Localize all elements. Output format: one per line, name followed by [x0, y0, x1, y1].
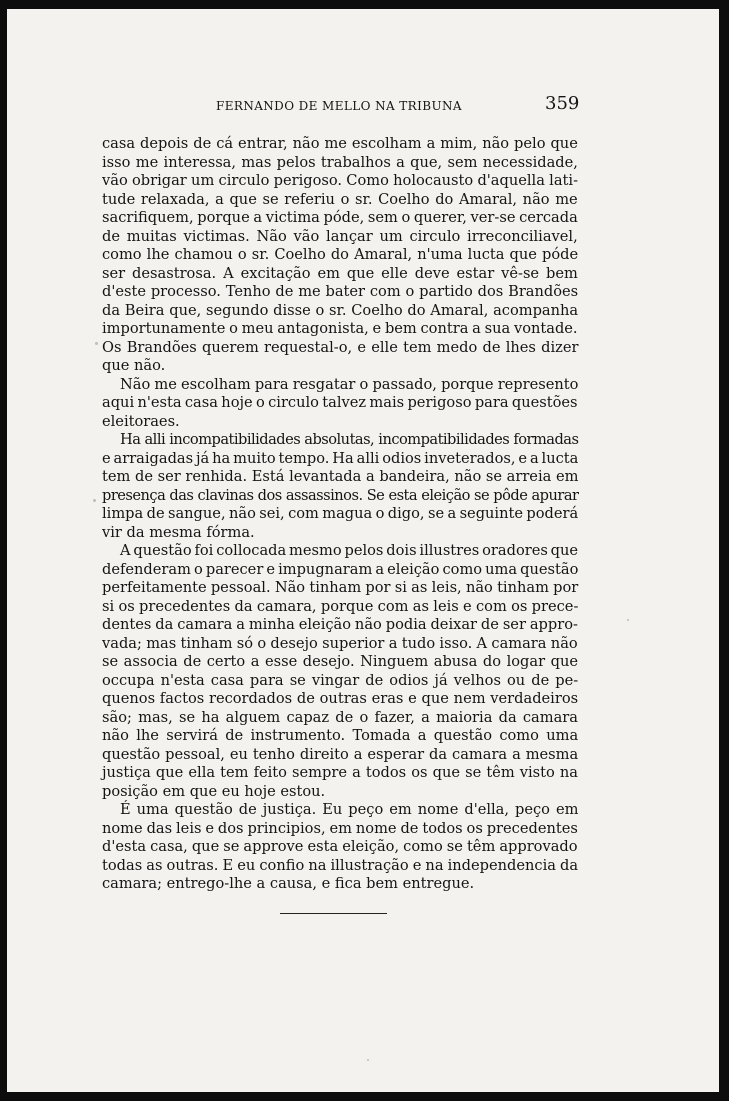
paper-speck: [367, 1059, 369, 1061]
text-line: de muitas victimas. Não vão lançar um circulo irreconciliavel,: [102, 227, 578, 245]
text-line: aqui n'esta casa hoje o circulo talvez mais perigoso para questões: [102, 394, 578, 411]
text-line: Não me escolham para resgatar o passado, porque represento: [120, 375, 579, 393]
text-line: perfeitamente pessoal. Não tinham por si as leis, não tinham por: [102, 579, 579, 596]
text-line: e arraigadas já ha muito tempo. Ha alli odios inveterados, e a lucta: [102, 449, 579, 467]
text-line: d'esta casa, que se approve esta eleição, como se têm approvado: [102, 838, 578, 855]
body-text: [102, 135, 578, 894]
text-line: Ha alli incompatibilidades absolutas, incompatibilidades formadas: [120, 431, 579, 448]
text-line: como lhe chamou o sr. Coelho do Amaral, n'uma lucta que póde: [102, 246, 579, 263]
text-line: defenderam o parecer e impugnaram a eleição como uma questão: [102, 560, 579, 578]
text-line: isso me interessa, mas pelos trabalhos a que, sem necessidade,: [102, 153, 578, 171]
text-line: se associa de certo a esse desejo. Ninguem abusa do logar que: [102, 653, 578, 670]
text-line: si os precedentes da camara, porque com as leis e com os prece-: [102, 597, 579, 615]
text-line: tude relaxada, a que se referiu o sr. Coelho do Amaral, não me: [102, 190, 578, 208]
text-line: ser desastrosa. A excitação em que elle deve estar vê-se bem: [102, 264, 578, 282]
text-line: vada; mas tinham só o desejo superior a tudo isso. A camara não: [102, 634, 578, 652]
text-line: tem de ser renhida. Está levantada a bandeira, não se arreia em: [102, 468, 579, 485]
paper-speck: [93, 499, 96, 502]
text-line: posição em que eu hoje estou.: [102, 782, 326, 800]
page-header: [7, 93, 719, 119]
text-line: É uma questão de justiça. Eu peço em nome d'ella, peço em: [120, 801, 579, 818]
text-line: d'este processo. Tenho de me bater com o partido dos Brandões: [102, 283, 579, 300]
text-line: todas as outras. E eu confio na illustração e na independencia da: [102, 856, 579, 874]
text-line: dentes da camara a minha eleição não podia deixar de ser appro-: [102, 616, 578, 633]
text-line: justiça que ella tem feito sempre a todos os que se têm visto na: [102, 764, 579, 781]
paper-speck: [95, 342, 98, 345]
text-line: da Beira que, segundo disse o sr. Coelho do Amaral, acompanha: [102, 301, 579, 319]
text-line: não lhe servirá de instrumento. Tomada a questão como uma: [102, 727, 579, 744]
text-line: que não.: [102, 357, 166, 374]
text-line: casa depois de cá entrar, não me escolham a mim, não pelo que: [102, 135, 578, 152]
text-line: camara; entrego-lhe a causa, e fica bem entregue.: [102, 875, 475, 892]
page-number: 359: [545, 93, 580, 114]
text-line: são; mas, se ha alguem capaz de o fazer, a maioria da camara: [102, 708, 578, 726]
text-line: vão obrigar um circulo perigoso. Como holocausto d'aquella lati-: [102, 172, 579, 189]
text-line: Os Brandões querem requestal-o, e elle tem medo de lhes dizer: [102, 338, 579, 356]
end-rule: [280, 913, 387, 914]
paper-speck: [627, 619, 629, 621]
text-line: nome das leis e dos principios, em nome de todos os precedentes: [102, 819, 578, 837]
text-line: vir da mesma fórma.: [102, 523, 255, 541]
running-title: FERNANDO DE MELLO NA TRIBUNA: [216, 99, 462, 113]
text-line: limpa de sangue, não sei, com magua o digo, se a seguinte poderá: [102, 505, 579, 522]
text-line: presença das clavinas dos assassinos. Se esta eleição se pôde apurar: [102, 486, 579, 504]
text-line: importunamente o meu antagonista, e bem contra a sua vontade.: [102, 320, 578, 337]
text-line: quenos factos recordados de outras eras e que nem verdadeiros: [102, 690, 579, 707]
text-line: questão pessoal, eu tenho direito a esperar da camara a mesma: [102, 745, 579, 763]
text-line: sacrifiquem, porque a victima póde, sem o querer, ver-se cercada: [102, 209, 578, 226]
book-page: [7, 9, 719, 1092]
text-line: A questão foi collocada mesmo pelos dois illustres oradores que: [120, 542, 579, 559]
text-line: eleitoraes.: [102, 412, 180, 430]
text-line: occupa n'esta casa para se vingar de odios já velhos ou de pe-: [102, 671, 579, 689]
